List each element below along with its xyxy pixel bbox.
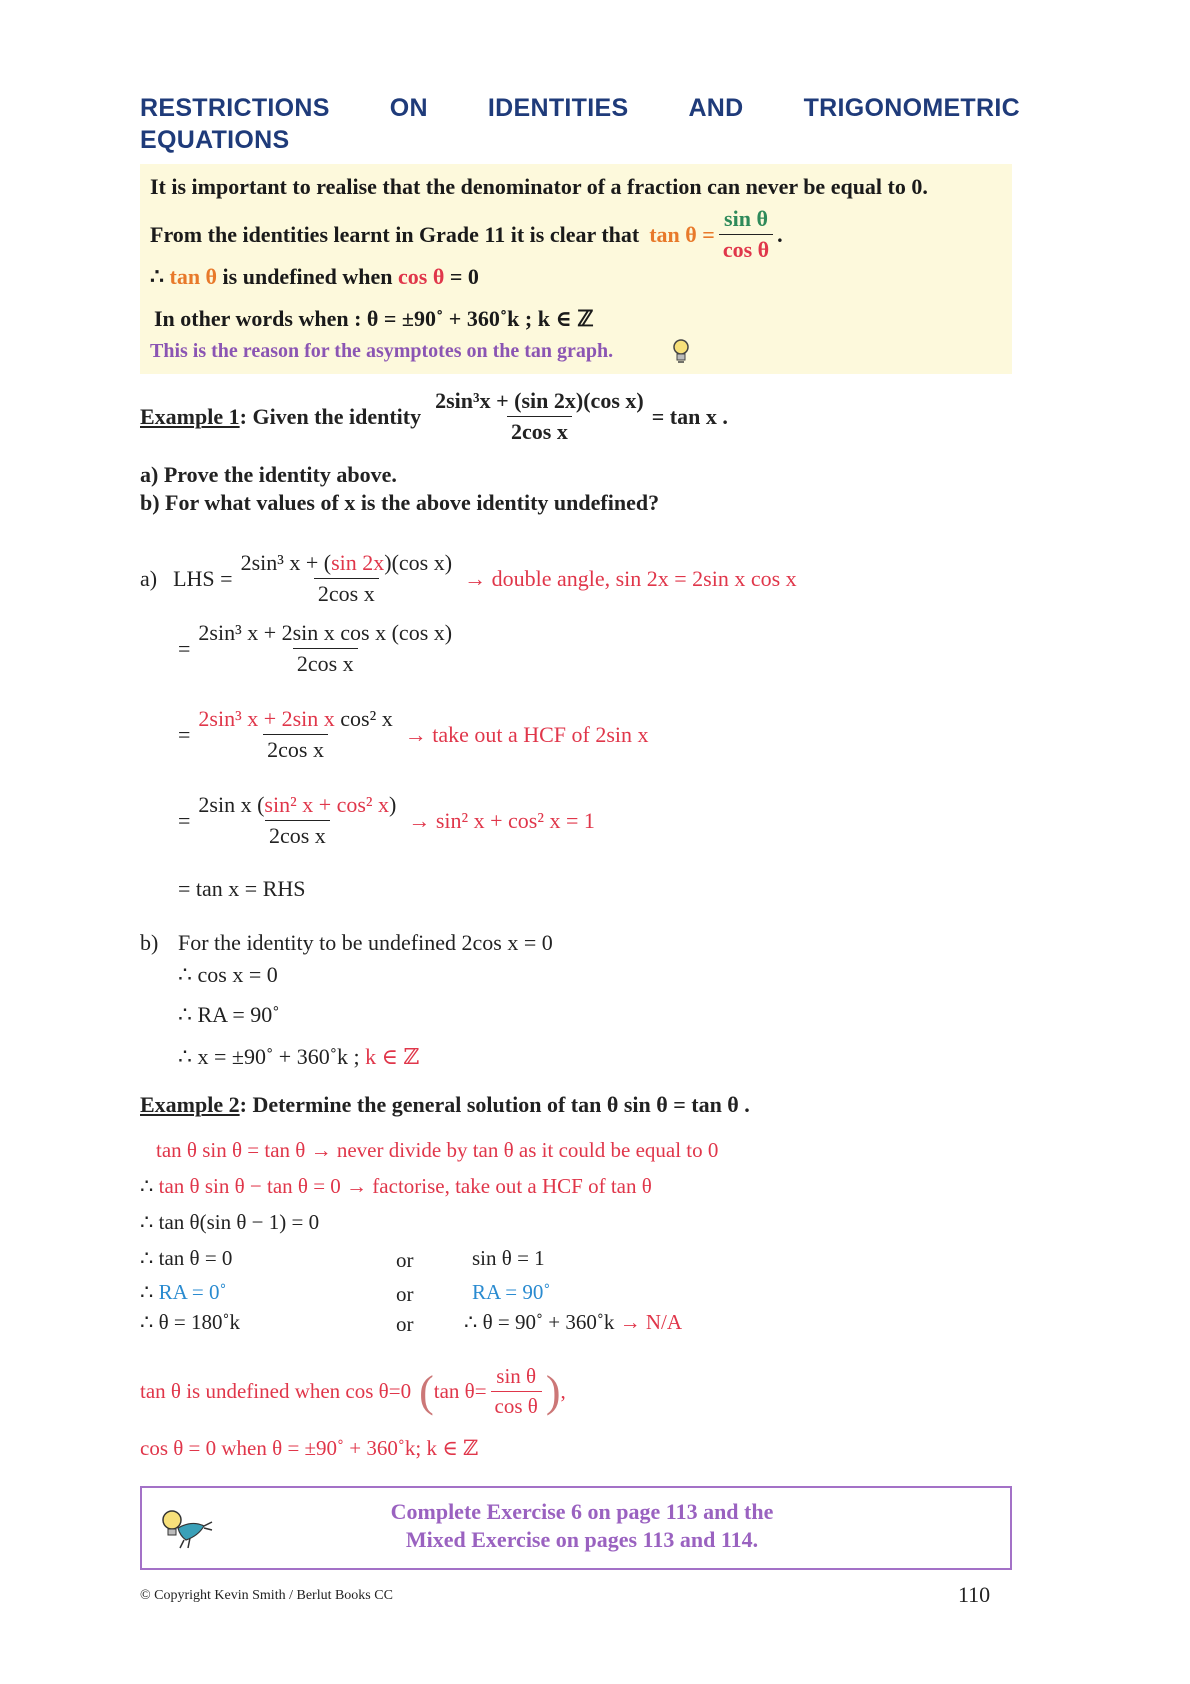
info-line-4: In other words when : θ = ±90˚ + 360˚k ; k ∈ ℤ (154, 306, 594, 331)
therefore-symbol: ∴ (140, 1174, 159, 1198)
solution-b-label: b) (140, 930, 159, 955)
solution-b-line-3: ∴ RA = 90˚ (178, 1002, 280, 1027)
row-3-right-red: → N/A (614, 1310, 683, 1334)
step-1-fraction (237, 550, 457, 607)
title-line-1 (140, 94, 1020, 123)
row-3-or: or (396, 1312, 414, 1336)
example-2-line-3: ∴ tan θ(sin θ − 1) = 0 (140, 1210, 320, 1234)
row-3-right (464, 1310, 682, 1335)
info-line-3-tan: tan θ (169, 264, 218, 289)
step-4-note: → sin² x + cos² x = 1 (408, 807, 595, 833)
title-word: AND (688, 94, 744, 122)
example-1-heading (140, 388, 728, 445)
info-line-2-end: . (777, 221, 783, 247)
paren-open: ( (419, 1367, 434, 1416)
step-3-num-red: 2sin³ x + 2sin x (198, 706, 335, 731)
row-3-right-a: ∴ θ = 90˚ + 360˚k (464, 1310, 615, 1334)
solution-b-line-4-red: k ∈ ℤ (365, 1044, 420, 1069)
info-line-5: This is the reason for the asymptotes on the tan graph. (150, 340, 614, 362)
solution-b-line-4 (178, 1044, 420, 1070)
paren-close: ) (545, 1367, 561, 1416)
equals-sign: = (178, 721, 191, 747)
exercise-line-1: Complete Exercise 6 on page 113 and the (390, 1499, 774, 1524)
example-1-question-b: b) For what values of x is the above identity undefined? (140, 490, 660, 515)
example-2-note-1 (140, 1364, 566, 1419)
row-3-left: ∴ θ = 180˚k (140, 1310, 241, 1334)
lhs-label: LHS = (173, 565, 233, 591)
info-line-3-end: = 0 (444, 264, 479, 289)
info-line-1: It is important to realise that the denominator of a fraction can never be equal to 0. (150, 174, 928, 199)
exercise-box (140, 1486, 1012, 1570)
note-1-end: , (560, 1379, 566, 1403)
lightbulb-icon (670, 338, 692, 369)
info-fraction-den: cos θ (719, 234, 773, 263)
info-line-2-text: From the identities learnt in Grade 11 it is clear that (150, 221, 640, 247)
note-1-den: cos θ (491, 1391, 542, 1419)
title-line-2: EQUATIONS (140, 126, 290, 154)
example-1-num: 2sin³x + (sin 2x)(cos x) (435, 388, 644, 413)
note-1-text: tan θ is undefined when cos θ=0 (140, 1379, 412, 1403)
solution-a-label: a) (140, 565, 158, 591)
row-1-right: sin θ = 1 (472, 1246, 545, 1270)
step-1-den: 2cos x (314, 578, 379, 607)
solution-a-result: = tan x = RHS (178, 876, 306, 901)
info-line-3-mid: is undefined when (217, 264, 398, 289)
copyright: © Copyright Kevin Smith / Berlut Books CC (140, 1588, 393, 1603)
step-1-num-red: sin 2x (331, 550, 385, 575)
equals-sign: = (178, 807, 191, 833)
example-2-intro: : Determine the general solution of tan θ sin θ = tan θ . (239, 1092, 750, 1117)
solution-b-line-2: ∴ cos x = 0 (178, 962, 278, 987)
step-3-den: 2cos x (263, 734, 328, 763)
step-2-den: 2cos x (293, 648, 358, 677)
note-1-tan: tan θ= (433, 1379, 487, 1403)
step-2-num: 2sin³ x + 2sin x cos x (cos x) (198, 620, 453, 645)
example-1-label: Example 1 (140, 403, 240, 429)
solution-a-step-1 (140, 550, 797, 607)
info-line-3-cos: cos θ (398, 264, 445, 289)
row-2-left (140, 1280, 226, 1305)
title-word: RESTRICTIONS (140, 94, 330, 122)
step-3-note: → take out a HCF of 2sin x (404, 721, 649, 747)
step-1-num-a: 2sin³ x + ( (240, 550, 332, 575)
page-number: 110 (958, 1582, 991, 1607)
step-1-note: → double angle, sin 2x = 2sin x cos x (464, 565, 797, 591)
example-1-rhs: = tan x . (651, 403, 728, 429)
info-line-2 (150, 206, 783, 263)
row-1-left: ∴ tan θ = 0 (140, 1246, 233, 1270)
info-line-3 (150, 264, 479, 290)
example-1-question-a: a) Prove the identity above. (140, 462, 397, 487)
row-2-or: or (396, 1282, 414, 1306)
therefore-symbol: ∴ (140, 1280, 159, 1304)
example-2-line-2-red: tan θ sin θ − tan θ = 0 → factorise, take out a HCF of tan θ (158, 1174, 652, 1198)
step-4-num-b: ) (389, 792, 397, 817)
example-2-heading (140, 1092, 750, 1118)
example-1-intro: : Given the identity (239, 403, 422, 429)
example-1-fraction (431, 388, 648, 445)
equals-sign: = (178, 635, 191, 661)
mascot-icon (158, 1506, 214, 1555)
note-1-fraction (491, 1364, 542, 1419)
step-1-num-b: )(cos x) (384, 550, 453, 575)
row-2-left-blue: RA = 0˚ (158, 1280, 227, 1304)
example-2-label: Example 2 (140, 1092, 240, 1117)
row-2-right: RA = 90˚ (472, 1280, 551, 1304)
example-1-den: 2cos x (507, 416, 572, 445)
row-1-or: or (396, 1248, 414, 1272)
solution-b-line-1: For the identity to be undefined 2cos x = 0 (178, 930, 553, 955)
title-word: ON (389, 94, 428, 122)
solution-a-step-3 (178, 706, 649, 763)
example-2-note-2: cos θ = 0 when θ = ±90˚ + 360˚k; k ∈ ℤ (140, 1436, 479, 1460)
info-tan: tan θ = (649, 221, 715, 247)
step-4-num-red: sin² x + cos² x (264, 792, 390, 817)
solution-a-step-4 (178, 792, 595, 849)
exercise-text (302, 1498, 862, 1554)
solution-a-step-2 (178, 620, 460, 677)
step-4-fraction (194, 792, 400, 849)
solution-b-line-4-a: ∴ x = ±90˚ + 360˚k ; (178, 1044, 366, 1069)
step-3-num-b: cos² x (340, 706, 393, 731)
info-fraction-num: sin θ (724, 206, 768, 231)
exercise-line-2: Mixed Exercise on pages 113 and 114. (405, 1527, 759, 1552)
title-word: TRIGONOMETRIC (803, 94, 1020, 122)
step-3-fraction (194, 706, 396, 763)
note-1-num: sin θ (496, 1364, 537, 1388)
example-2-line-2 (140, 1174, 652, 1199)
info-fraction (719, 206, 773, 263)
step-4-den: 2cos x (265, 820, 330, 849)
step-4-num-a: 2sin x ( (198, 792, 265, 817)
example-2-line-1: tan θ sin θ = tan θ → never divide by tan θ as it could be equal to 0 (156, 1138, 719, 1162)
title-word: IDENTITIES (487, 94, 629, 122)
step-2-fraction (194, 620, 456, 677)
therefore-symbol: ∴ (150, 264, 170, 289)
